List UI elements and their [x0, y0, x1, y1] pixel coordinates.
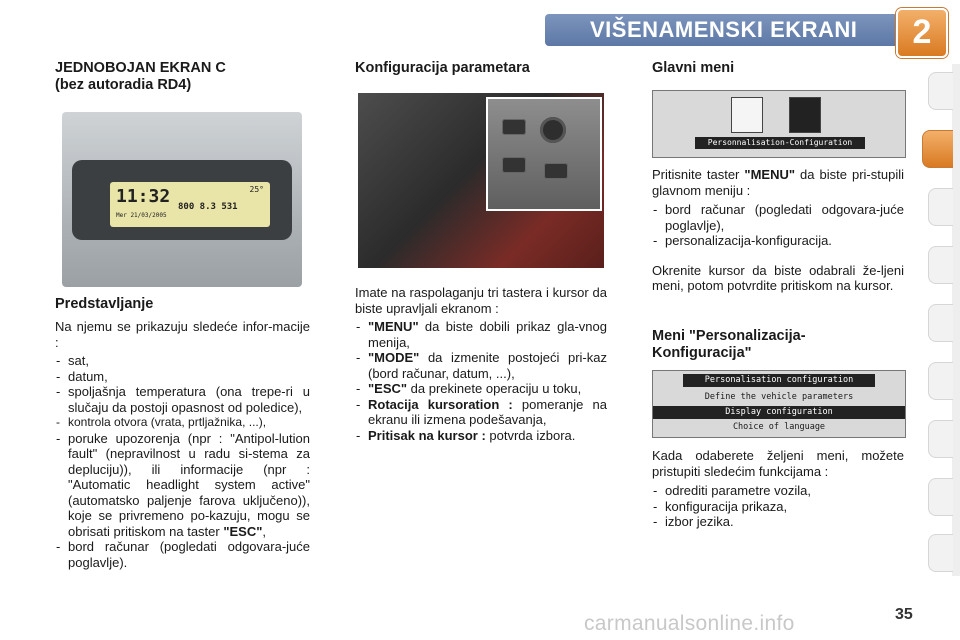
chapter-tab-active[interactable] — [922, 130, 953, 168]
chapter-tab[interactable] — [928, 478, 953, 516]
watermark: carmanualsonline.info — [584, 612, 795, 635]
list-item: - kontrola otvora (vrata, prtljažnika, ...), — [55, 415, 310, 431]
list-item-text: da prekinete operaciju u toku, — [407, 381, 582, 396]
list-item-text: potvrda izbora. — [485, 427, 576, 443]
screen-selected-label: Personnalisation-Configuration — [695, 137, 865, 149]
cursor-rotation: Rotacija kursoration : — [368, 396, 513, 412]
main-menu-para — [652, 167, 904, 198]
para-text: da biste pri-stupili glavnom meniju : — [652, 167, 904, 198]
esc-key: "ESC" — [368, 381, 408, 396]
list-item-suffix: , — [262, 523, 267, 539]
title-line: JEDNOBOJAN EKRAN C — [55, 60, 226, 76]
section-title-display — [55, 60, 310, 94]
chapter-tab[interactable] — [928, 304, 953, 342]
section-controls — [355, 285, 607, 443]
chapter-tab[interactable] — [928, 534, 953, 572]
para-text: Pritisnite taster — [652, 167, 745, 182]
list-item-text: da biste dobili prikaz gla-vnog menija, — [368, 319, 607, 350]
presentation-list — [55, 353, 310, 570]
title-line: Konfiguracija" — [652, 344, 752, 361]
list-item: - odrediti parametre vozila, — [652, 483, 904, 499]
chapter-title: VIŠENAMENSKI EKRANI — [590, 17, 858, 42]
chapter-tabs — [928, 64, 960, 576]
list-item — [355, 428, 607, 444]
chapter-tab[interactable] — [928, 72, 953, 110]
chapter-tab[interactable] — [928, 362, 953, 400]
list-item: - konfiguracija prikaza, — [652, 499, 904, 515]
personalization-list — [652, 483, 904, 530]
controls-photo — [358, 93, 604, 268]
column-display-c — [55, 60, 310, 94]
chapter-badge — [896, 8, 948, 58]
lcd-time: 11:32 — [116, 186, 171, 207]
list-item: - spoljašnja temperatura (ona trepe-ri u slučaju da postoji opasnost od poledice), — [55, 384, 310, 415]
control-key — [502, 119, 526, 135]
list-item: - personalizacija-konfiguracija. — [652, 233, 904, 249]
personalization-screen — [652, 370, 906, 438]
lcd-date: Mer 21/03/2005 — [116, 212, 167, 219]
column-configuration — [355, 60, 607, 77]
trip-computer-icon — [731, 97, 763, 133]
screen-row-selected: Display configuration — [653, 406, 905, 419]
list-item: - izbor jezika. — [652, 514, 904, 530]
controls-list — [355, 319, 607, 443]
personalization-para: Kada odaberete željeni meni, možete pristupiti sledećim funkcijama : — [652, 448, 904, 479]
menu-key: "MENU" — [744, 167, 796, 182]
chapter-tab[interactable] — [928, 420, 953, 458]
control-key — [544, 163, 568, 179]
list-item — [355, 350, 607, 381]
title-line: (bez autoradia RD4) — [55, 77, 192, 93]
cursor-press: Pritisak na kursor : — [368, 427, 486, 443]
list-item: - bord računar (pogledati odgovara-juće poglavlje), — [652, 202, 904, 233]
chapter-number: 2 — [912, 13, 932, 51]
section-title-presentation: Predstavljanje — [55, 296, 154, 312]
lcd-values: 800 8.3 531 — [178, 202, 238, 212]
page-number: 35 — [895, 606, 913, 623]
chapter-tab[interactable] — [928, 246, 953, 284]
cursor-para: Okrenite kursor da biste odabrali že-ljeni meni, potom potvrdite pritiskom na kursor. — [652, 262, 904, 293]
controls-inset — [486, 97, 602, 211]
list-item-text: pomeranje na ekranu ili izmena podešavanja, — [368, 396, 607, 427]
main-menu-list — [652, 202, 904, 249]
display-photo — [62, 112, 302, 287]
screen-row: Define the vehicle parameters — [704, 392, 854, 402]
section-title-main-menu: Glavni meni — [652, 60, 735, 76]
presentation-intro: Na njemu se prikazuju sledeće infor-macije : — [55, 319, 310, 350]
list-item-text: da izmenite postojeći pri-kaz (bord računar, datum, ...), — [368, 350, 607, 381]
cursor-knob — [540, 117, 566, 143]
section-personalization-text — [652, 448, 904, 530]
list-item-text: poruke upozorenja (npr : "Antipol-lution fault" (nepravilnost u radu si-stema za depluciju)), ili informacije (npr : "Automatic headlight system active" (automatsko paljenje farova uključeno)), koje se privremeno po-kazuju, mogu se obrisati pritiskom na taster — [68, 430, 310, 539]
title-line: Meni "Personalizacija- — [652, 327, 806, 344]
tab-rail — [952, 64, 960, 576]
list-item: - datum, — [55, 369, 310, 385]
list-item: - sat, — [55, 353, 310, 369]
esc-key: "ESC" — [223, 523, 263, 539]
screen-heading: Personalisation configuration — [683, 374, 875, 387]
list-item — [355, 319, 607, 350]
chapter-tab[interactable] — [928, 188, 953, 226]
control-key — [502, 157, 526, 173]
section-title-configuration: Konfiguracija parametara — [355, 60, 530, 76]
lcd-temperature: 25° — [249, 185, 264, 194]
section-presentation — [55, 296, 310, 570]
settings-icon — [789, 97, 821, 133]
screen-row: Choice of language — [732, 422, 826, 432]
lcd-screen — [110, 182, 270, 227]
list-item — [355, 381, 607, 397]
mode-key: "MODE" — [368, 350, 420, 365]
column-main-menu — [652, 60, 904, 77]
list-item — [355, 397, 607, 428]
list-item — [55, 431, 310, 540]
section-main-menu-text — [652, 167, 904, 362]
controls-intro: Imate na raspolaganju tri tastera i kursor da biste upravljali ekranom : — [355, 285, 607, 316]
menu-key: "MENU" — [368, 319, 419, 334]
section-title-personalization — [652, 328, 904, 362]
list-item: - bord računar (pogledati odgovara-juće poglavlje). — [55, 539, 310, 570]
main-menu-screen — [652, 90, 906, 158]
